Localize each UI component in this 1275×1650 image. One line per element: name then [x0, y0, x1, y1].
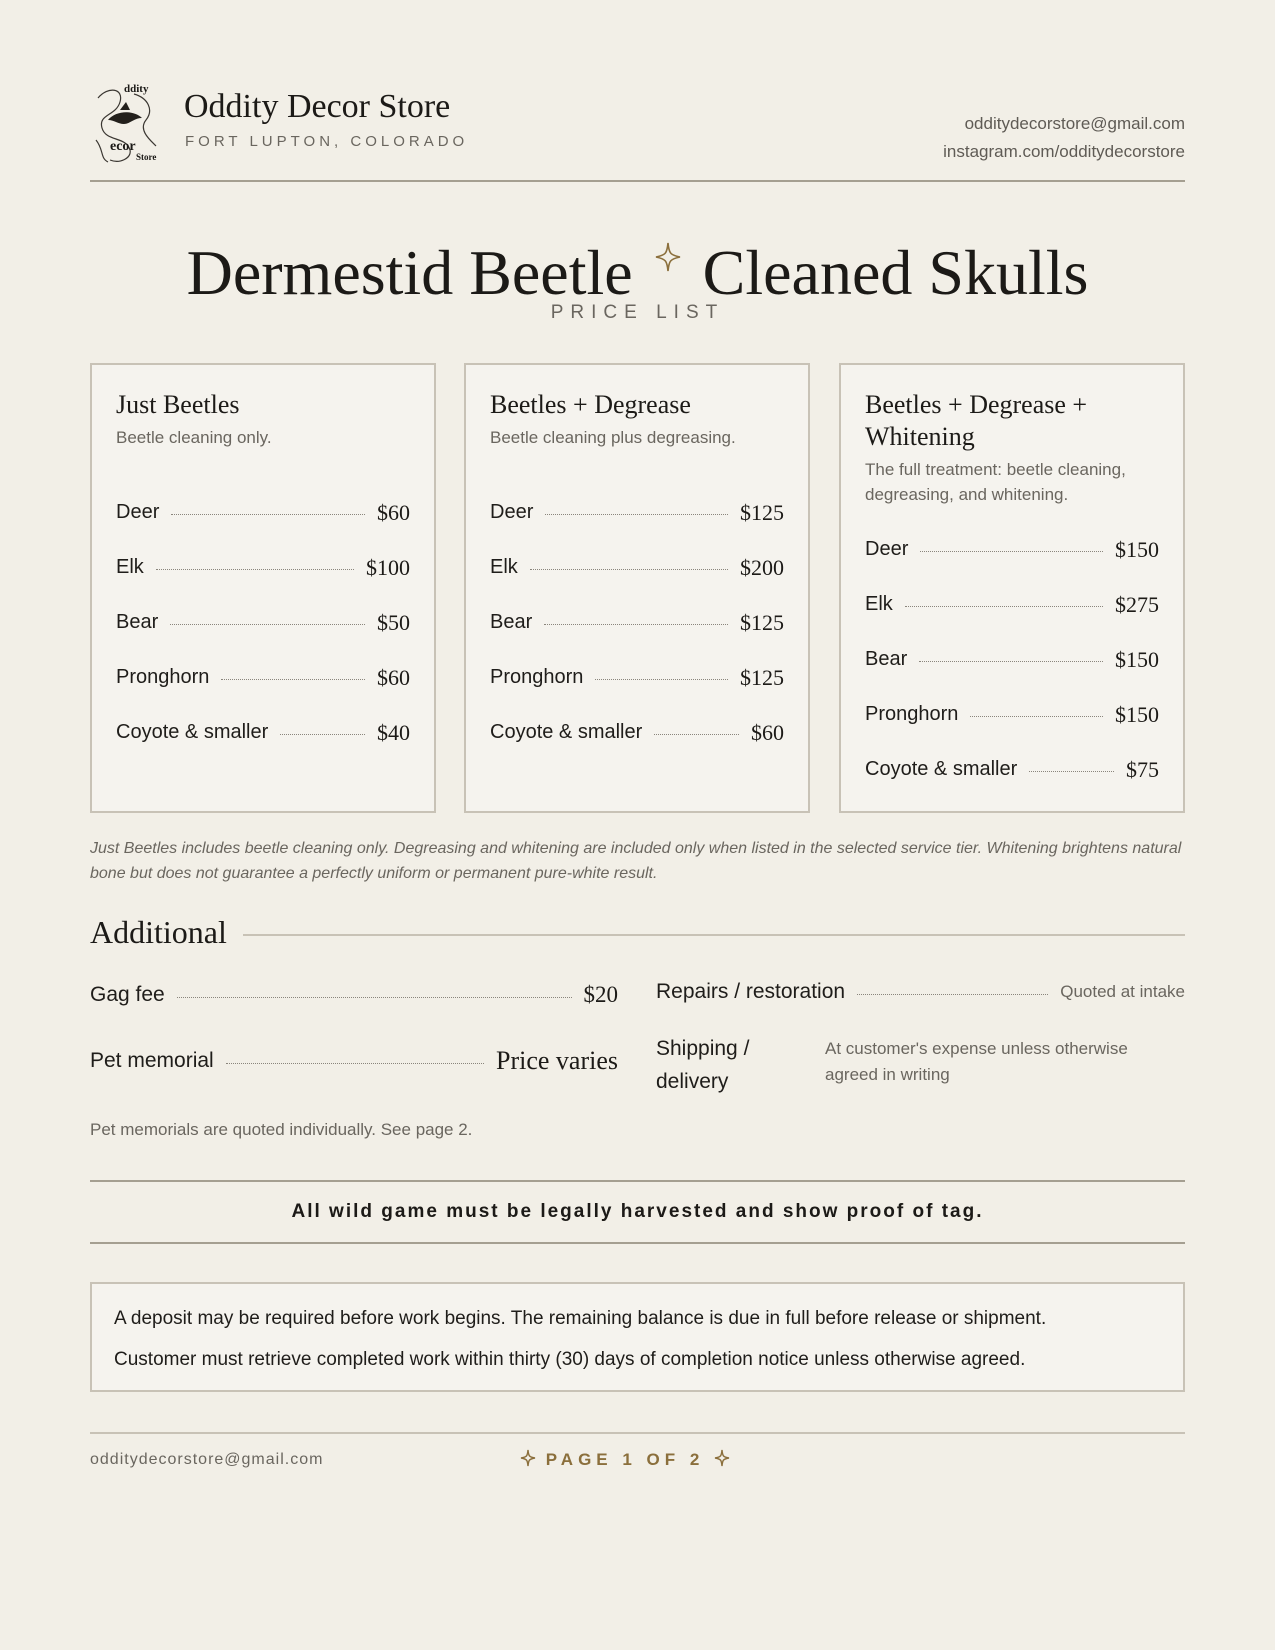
svg-text:ddity: ddity [124, 83, 149, 95]
contact-instagram[interactable]: instagram.com/odditydecorstore [943, 142, 1185, 161]
price-label: Deer [490, 501, 534, 523]
dot-leader [857, 994, 1048, 995]
price-value: $60 [751, 719, 784, 745]
tier-note: Just Beetles includes beetle cleaning only. Degreasing and whitening are included only when listed in the selected service tier. Whitening brightens natural bone but does not guarantee a perfectly uniform or permanent pure-white result. [90, 840, 1182, 882]
price-label: Bear [490, 611, 533, 633]
tier-price-list [490, 485, 784, 760]
dot-leader [156, 569, 354, 570]
price-row [865, 742, 1159, 797]
price-label: Elk [865, 593, 893, 615]
dot-leader [919, 661, 1103, 662]
price-label: Pronghorn [116, 666, 210, 688]
price-row [116, 540, 410, 595]
tier-price-list [116, 485, 410, 760]
dot-leader [1029, 771, 1114, 772]
pet-memorial-row [90, 1046, 618, 1076]
store-logo [90, 80, 166, 166]
price-row [865, 687, 1159, 742]
dot-leader [530, 569, 728, 570]
price-label: Bear [116, 611, 159, 633]
dot-leader [226, 1063, 484, 1064]
footer-email[interactable]: odditydecorstore@gmail.com [90, 1451, 324, 1468]
svg-text:ecor: ecor [110, 139, 136, 154]
price-row [865, 632, 1159, 687]
dot-leader [545, 514, 728, 515]
footer-divider [90, 1432, 1185, 1434]
tier-description: Beetle cleaning only. [116, 428, 272, 447]
price-label: Coyote & smaller [490, 721, 643, 743]
repairs-price: Quoted at intake [1060, 982, 1185, 1001]
price-row [490, 595, 784, 650]
price-label: Coyote & smaller [865, 758, 1018, 780]
page-number: PAGE 1 OF 2 [545, 1450, 705, 1469]
pet-memorial-note: Pet memorials are quoted individually. See page 2. [90, 1120, 473, 1139]
price-value: $200 [740, 554, 784, 580]
price-label: Elk [490, 556, 518, 578]
price-label: Coyote & smaller [116, 721, 269, 743]
price-row [490, 540, 784, 595]
price-value: $125 [740, 499, 784, 525]
tier-card-beetles-degrease [464, 363, 810, 813]
repairs-row [656, 980, 1185, 1004]
page-indicator [520, 1449, 730, 1472]
dot-leader [170, 624, 365, 625]
tier-title: Beetles + Degrease + Whitening [865, 390, 1088, 451]
additional-divider [243, 934, 1185, 936]
price-row [116, 650, 410, 705]
four-point-star-icon [520, 1449, 536, 1472]
price-row [865, 577, 1159, 632]
tier-card-full-treatment [839, 363, 1185, 813]
price-value: $40 [377, 719, 410, 745]
price-row [490, 650, 784, 705]
dot-leader [970, 716, 1103, 717]
price-value: $75 [1126, 756, 1159, 782]
pet-memorial-price: Price varies [495, 1046, 618, 1075]
dot-leader [221, 679, 365, 680]
repairs-label: Repairs / restoration [656, 980, 846, 1003]
price-row [865, 522, 1159, 577]
terms-deposit: A deposit may be required before work begins. The remaining balance is due in full before release or shipment. [114, 1308, 1047, 1329]
contact-block [943, 110, 1185, 166]
tier-price-list [865, 522, 1159, 797]
tier-title: Beetles + Degrease [490, 390, 691, 419]
svg-text:Store: Store [136, 152, 157, 162]
shipping-price: At customer's expense unless otherwise agreed in writing [825, 1039, 1128, 1084]
price-row [116, 705, 410, 760]
title-left: Dermestid Beetle [186, 237, 633, 308]
price-value: $60 [377, 499, 410, 525]
price-label: Pronghorn [865, 703, 959, 725]
price-value: $100 [366, 554, 410, 580]
dot-leader [654, 734, 739, 735]
dot-leader [177, 997, 572, 998]
page-title [90, 214, 1185, 310]
price-value: $275 [1115, 591, 1159, 617]
price-value: $50 [377, 609, 410, 635]
shipping-label: Shipping / delivery [656, 1037, 750, 1093]
dot-leader [595, 679, 728, 680]
header [90, 80, 1185, 182]
price-value: $125 [740, 664, 784, 690]
price-value: $150 [1115, 646, 1159, 672]
four-point-star-icon [714, 1449, 730, 1472]
price-label: Pronghorn [490, 666, 584, 688]
price-row [490, 485, 784, 540]
title-right: Cleaned Skulls [702, 237, 1089, 308]
terms-retrieval: Customer must retrieve completed work within thirty (30) days of completion notice unless otherwise agreed. [114, 1349, 1026, 1370]
additional-heading: Additional [90, 914, 227, 950]
price-row [116, 595, 410, 650]
tier-description: The full treatment: beetle cleaning, degreasing, and whitening. [865, 460, 1126, 504]
gag-fee-price: $20 [583, 982, 618, 1007]
price-label: Deer [865, 538, 909, 560]
pet-memorial-label: Pet memorial [90, 1049, 214, 1072]
price-list-page [90, 0, 1185, 1650]
dot-leader [280, 734, 365, 735]
price-row [116, 485, 410, 540]
price-value: $125 [740, 609, 784, 635]
terms-box [90, 1282, 1185, 1392]
gag-fee-row [90, 982, 618, 1008]
price-value: $150 [1115, 701, 1159, 727]
price-row [490, 705, 784, 760]
gag-fee-label: Gag fee [90, 983, 165, 1006]
store-name: Oddity Decor Store [184, 88, 451, 125]
dot-leader [905, 606, 1103, 607]
dot-leader [920, 551, 1103, 552]
tier-description: Beetle cleaning plus degreasing. [490, 428, 736, 447]
page-subtitle: PRICE LIST [550, 302, 725, 323]
contact-email[interactable]: odditydecorstore@gmail.com [964, 114, 1185, 133]
price-value: $150 [1115, 536, 1159, 562]
tier-card-just-beetles [90, 363, 436, 813]
price-label: Bear [865, 648, 908, 670]
dot-leader [171, 514, 365, 515]
price-label: Deer [116, 501, 160, 523]
tier-title: Just Beetles [116, 390, 240, 419]
price-value: $60 [377, 664, 410, 690]
four-point-star-icon [655, 214, 681, 288]
legal-harvest-banner: All wild game must be legally harvested and show proof of tag. [90, 1180, 1185, 1244]
price-label: Elk [116, 556, 144, 578]
dot-leader [544, 624, 728, 625]
store-location: FORT LUPTON, COLORADO [185, 133, 469, 150]
